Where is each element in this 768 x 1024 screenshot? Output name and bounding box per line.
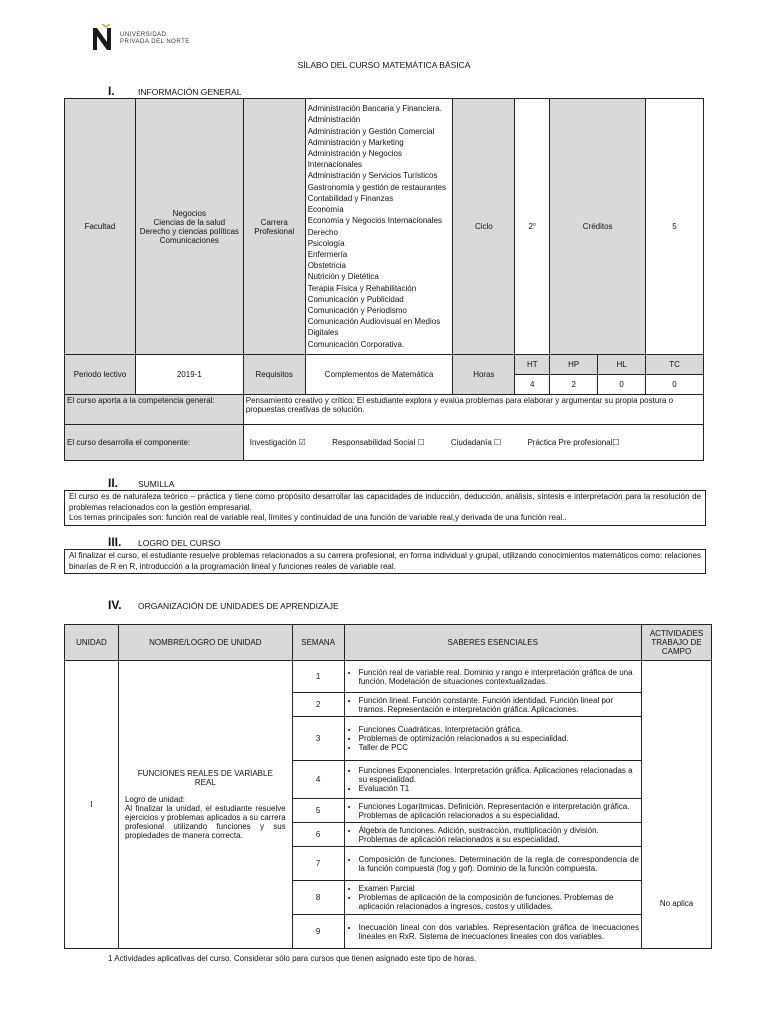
sumilla-text: El curso es de naturaleza teórico – práctica y tiene como propósito desarrollar las capacidades de inducción, deducción, análisis, síntesis e interpretación para la resolución de problemas relacionados con la gestión empresarial. bbox=[69, 492, 701, 512]
campo-value: No aplica bbox=[642, 661, 712, 949]
carreras-list bbox=[305, 99, 453, 355]
section-3-heading bbox=[108, 535, 221, 549]
facultad-item: Comunicaciones bbox=[159, 235, 219, 245]
saber-item: • Inecuación lineal con dos variables. Representación gráfica de inecuaciones lineales en RxR. Sistema de inecuaciones lineales con dos variables. bbox=[359, 923, 639, 941]
units-head-saberes: SABERES ESENCIALES bbox=[344, 625, 641, 661]
requisitos-value: Complementos de Matemática bbox=[305, 355, 453, 395]
saber-item: • Problemas de aplicación de la composición de funciones. Problemas de aplicación relacionados a ingresos, costos y utilidades. bbox=[359, 893, 639, 911]
horas-tc-value: 0 bbox=[646, 375, 704, 395]
week-number: 2 bbox=[292, 693, 344, 717]
saber-item: • Función lineal. Función constante. Función identidad. Función lineal por tramos. Representación e interpretación gráfica. Aplicaciones. bbox=[359, 696, 639, 714]
section-1-heading bbox=[108, 84, 242, 98]
carrera-item: Enfermería bbox=[307, 249, 348, 259]
carrera-item: Administración Bancaria y Financiera. bbox=[307, 104, 442, 114]
carrera-label: Carrera Profesional bbox=[243, 99, 305, 355]
section-3-title: LOGRO DEL CURSO bbox=[138, 538, 221, 548]
saber-item: • Funciones Logarítmicas. Definición. Representación e interpretación gráfica. Problemas de aplicación relacionados a su especialidad. bbox=[359, 802, 639, 820]
units-head-semana: SEMANA bbox=[292, 625, 344, 661]
saber-item: • Álgebra de funciones. Adición, sustracción, multiplicación y división. Problemas de aplicación relacionados a su especialidad. bbox=[359, 826, 639, 844]
section-1-title: INFORMACIÓN GENERAL bbox=[138, 87, 242, 97]
componente-options bbox=[243, 425, 703, 461]
carrera-item: Economía y Negocios Internacionales bbox=[307, 216, 442, 226]
week-number: 3 bbox=[292, 717, 344, 761]
periodo-value: 2019-1 bbox=[135, 355, 243, 395]
carrera-item: Terapia Física y Rehabilitación bbox=[307, 283, 417, 293]
week-content bbox=[344, 823, 641, 847]
carrera-item: Comunicación y Publicidad bbox=[307, 294, 404, 304]
section-4-heading bbox=[108, 598, 339, 612]
saber-item: • Examen Parcial bbox=[359, 884, 639, 893]
week-content bbox=[344, 693, 641, 717]
week-content bbox=[344, 847, 641, 881]
competencia-value: Pensamiento creativo y crítico: El estudiante explora y evalúa problemas para elaborar y argumentar su propia postura o propuestas creativas de solución. bbox=[243, 395, 703, 425]
saber-item: • Composición de funciones. Determinación de la regla de correspondencia de la función compuesta (fog y gof). Dominio de la función compuesta. bbox=[359, 855, 639, 873]
section-4-title: ORGANIZACIÓN DE UNIDADES DE APRENDIZAJE bbox=[138, 601, 339, 611]
week-number: 7 bbox=[292, 847, 344, 881]
requisitos-label: Requisitos bbox=[243, 355, 305, 395]
week-content bbox=[344, 761, 641, 799]
units-table bbox=[64, 624, 712, 949]
section-3-number: III. bbox=[108, 535, 122, 549]
horas-head-ht: HT bbox=[515, 355, 550, 375]
carrera-item: Administración y Negocios Internacionales bbox=[307, 149, 402, 170]
facultad-label: Facultad bbox=[65, 99, 136, 355]
logro-box bbox=[64, 549, 706, 574]
componente-responsabilidad: Responsabilidad Social ☐ bbox=[332, 438, 425, 447]
section-1-number: I. bbox=[108, 84, 115, 98]
carrera-item: Administración y Marketing bbox=[307, 137, 404, 147]
sumilla-box bbox=[64, 490, 706, 526]
componente-practica: Práctica Pre profesional☐ bbox=[527, 438, 620, 447]
carrera-item: Psicología bbox=[307, 238, 345, 248]
week-number: 4 bbox=[292, 761, 344, 799]
section-2-title: SUMILLA bbox=[138, 479, 175, 489]
horas-label: Horas bbox=[453, 355, 515, 395]
week-content bbox=[344, 661, 641, 693]
units-head-unidad: UNIDAD bbox=[65, 625, 119, 661]
week-number: 1 bbox=[292, 661, 344, 693]
unit-name: FUNCIONES REALES DE VARIABLE REAL bbox=[137, 769, 273, 787]
competencia-label: El curso aporta a la competencia general: bbox=[65, 395, 244, 425]
componente-ciudadania: Ciudadanía ☐ bbox=[450, 438, 502, 447]
horas-hl-value: 0 bbox=[598, 375, 646, 395]
upn-logo-icon bbox=[90, 24, 116, 52]
carrera-item: Administración y Gestión Comercial bbox=[307, 126, 435, 136]
week-content bbox=[344, 717, 641, 761]
carrera-item: Comunicación y Periodismo bbox=[307, 305, 407, 315]
facultad-item: Derecho y ciencias políticas bbox=[139, 226, 239, 236]
carrera-item: Comunicación Audiovisual en Medios Digitales bbox=[307, 317, 441, 338]
unit-name-logro bbox=[118, 661, 292, 949]
facultad-item: Negocios bbox=[172, 208, 206, 218]
saber-item: • Evaluación T1 bbox=[359, 784, 639, 793]
week-number: 8 bbox=[292, 881, 344, 915]
ciclo-value: 2° bbox=[515, 99, 550, 355]
doc-title: SÍLABO DEL CURSO MATEMÁTICA BÁSICA bbox=[297, 60, 471, 70]
carrera-item: Comunicación Corporativa. bbox=[307, 339, 405, 349]
week-number: 6 bbox=[292, 823, 344, 847]
section-2-number: II. bbox=[108, 476, 119, 490]
saber-item: • Funciones Exponenciales. Interpretación gráfica. Aplicaciones relacionadas a su especialidad. bbox=[359, 766, 639, 784]
horas-hp-value: 2 bbox=[550, 375, 598, 395]
carrera-item: Gastronomía y gestión de restaurantes bbox=[307, 182, 446, 192]
periodo-label: Periodo lectivo bbox=[65, 355, 136, 395]
sumilla-text: Los temas principales son: función real de variable real, límites y continuidad de una función de variable real,y derivada de una función real.. bbox=[69, 513, 567, 522]
week-number: 9 bbox=[292, 915, 344, 949]
units-head-nombre: NOMBRE/LOGRO DE UNIDAD bbox=[118, 625, 292, 661]
week-number: 5 bbox=[292, 799, 344, 823]
general-info-table bbox=[64, 98, 704, 461]
saber-item: • Taller de PCC bbox=[359, 743, 639, 752]
saber-item: • Problemas de optimización relacionados a su especialidad. bbox=[359, 734, 639, 743]
horas-head-hl: HL bbox=[598, 355, 646, 375]
carrera-item: Economía bbox=[307, 205, 344, 215]
carrera-item: Derecho bbox=[307, 227, 338, 237]
ciclo-label: Ciclo bbox=[453, 99, 515, 355]
logo-line2: PRIVADA DEL NORTE bbox=[120, 39, 190, 45]
carrera-item: Contabilidad y Finanzas bbox=[307, 193, 394, 203]
componente-label: El curso desarrolla el componente: bbox=[65, 425, 244, 461]
logo-line1: UNIVERSIDAD bbox=[120, 32, 167, 38]
horas-head-tc: TC bbox=[646, 355, 704, 375]
creditos-value: 5 bbox=[646, 99, 704, 355]
carrera-item: Obstetricia bbox=[307, 261, 346, 271]
saber-item: • Funciones Cuadráticas. Interpretación gráfica. bbox=[359, 725, 639, 734]
carrera-item: Administración bbox=[307, 115, 361, 125]
week-content bbox=[344, 881, 641, 915]
carrera-item: Nutrición y Dietética bbox=[307, 272, 379, 282]
week-content bbox=[344, 915, 641, 949]
saber-item: • Función real de variable real. Dominio y rango e interpretación gráfica de una función. Modelación de situaciones contextualizadas. bbox=[359, 668, 639, 686]
logo bbox=[90, 24, 240, 54]
units-head-actividades: ACTIVIDADES TRABAJO DE CAMPO bbox=[642, 625, 712, 661]
facultad-value bbox=[135, 99, 243, 355]
horas-ht-value: 4 bbox=[515, 375, 550, 395]
carrera-item: Administración y Servicios Turísticos bbox=[307, 171, 438, 181]
week-content bbox=[344, 799, 641, 823]
creditos-label: Créditos bbox=[550, 99, 646, 355]
logro-text: Al finalizar el curso, el estudiante resuelve problemas relacionados a su carrera profesional, en forma individual y grupal, utilizando conocimientos matemáticos como: relaciones binarias de R en R, introducción a la programación lineal y funciones reales de variable real. bbox=[69, 551, 701, 571]
unit-logro-label: Logro de unidad: bbox=[124, 795, 185, 804]
unit-number: I bbox=[65, 661, 119, 949]
facultad-item: Ciencias de la salud bbox=[153, 217, 226, 227]
unit-logro-text: Al finalizar la unidad, el estudiante resuelve ejercicios y problemas aplicados a su carrera profesional utilizando funciones y sus propiedades de manera correcta. bbox=[124, 804, 286, 840]
section-2-heading bbox=[108, 476, 175, 490]
footnote: 1 Actividades aplicativas del curso. Considerar sólo para cursos que tienen asignado este tipo de horas. bbox=[108, 954, 477, 963]
componente-investigacion: Investigación ☑ bbox=[249, 438, 306, 447]
section-4-number: IV. bbox=[108, 598, 122, 612]
horas-head-hp: HP bbox=[550, 355, 598, 375]
